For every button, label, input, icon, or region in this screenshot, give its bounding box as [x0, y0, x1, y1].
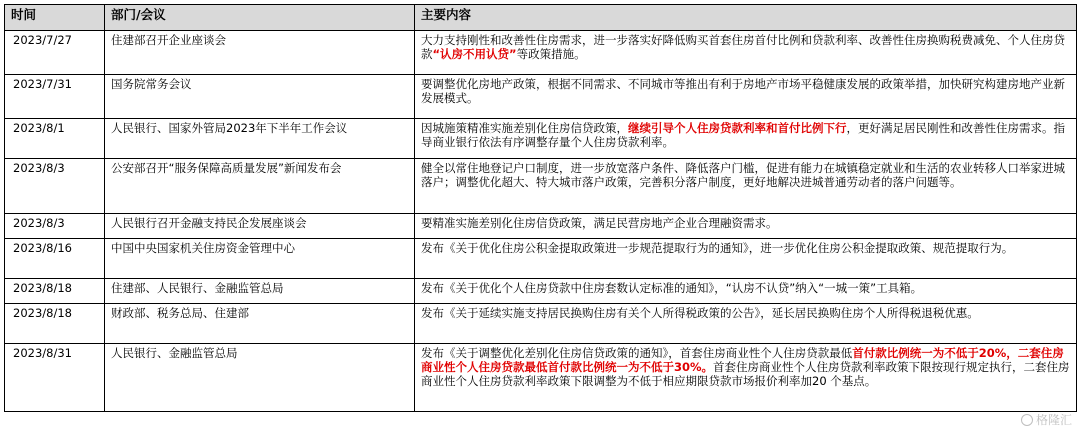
- row-content: [415, 304, 1077, 344]
- row-content: [415, 239, 1077, 279]
- row-dept: 财政部、税务总局、住建部: [105, 304, 415, 344]
- row-content: [415, 31, 1077, 75]
- row-date: 2023/7/27: [5, 31, 105, 75]
- content-text: 发布《关于优化个人住房贷款中住房套数认定标准的通知》，“认房不认贷”纳入“一城一策”工具箱。: [421, 281, 923, 295]
- content-text: 发布《关于延续实施支持居民换购住房有关个人所得税政策的公告》，延长居民换购住房个人所得税退税优惠。: [421, 306, 979, 320]
- row-date: 2023/8/16: [5, 239, 105, 279]
- row-date: 2023/8/3: [5, 159, 105, 214]
- table-row: [5, 344, 1077, 412]
- row-dept: 人民银行召开金融支持民企发展座谈会: [105, 214, 415, 239]
- row-date: 2023/8/18: [5, 304, 105, 344]
- row-dept: 公安部召开“服务保障高质量发展”新闻发布会: [105, 159, 415, 214]
- row-content: [415, 279, 1077, 304]
- content-highlight: 继续引导个人住房贷款利率和首付比例下行: [628, 121, 847, 135]
- content-text: ，更好满足居民刚性和改善性住房需求。指导商业银行依法有序调整存量个人住房贷款利率。: [421, 121, 1065, 149]
- watermark-logo-icon: [1021, 414, 1033, 426]
- row-date: 2023/7/31: [5, 75, 105, 119]
- table-row: [5, 31, 1077, 75]
- table-row: [5, 159, 1077, 214]
- table-row: [5, 214, 1077, 239]
- content-text: 发布《关于优化住房公积金提取政策进一步规范提取行为的通知》，进一步优化住房公积金提取政策、规范提取行为。: [421, 241, 1014, 255]
- row-dept: 人民银行、金融监管总局: [105, 344, 415, 412]
- table-header-row: [5, 5, 1077, 31]
- row-dept: 住建部召开企业座谈会: [105, 31, 415, 75]
- row-content: [415, 214, 1077, 239]
- content-text: 要调整优化房地产政策，根据不同需求、不同城市等推出有利于房地产市场平稳健康发展的政策举措，加快研究构建房地产业新发展模式。: [421, 77, 1065, 105]
- row-date: 2023/8/3: [5, 214, 105, 239]
- content-highlight: “认房不用认贷”: [432, 47, 517, 61]
- content-text: 健全以常住地登记户口制度，进一步放宽落户条件、降低落户门槛，促进有能力在城镇稳定就业和生活的农业转移人口举家进城落户；调整优化超大、特大城市落户政策，完善积分落户制度，更好地解决进城普通劳动者的落户问题等。: [421, 161, 1065, 189]
- watermark-text: 格隆汇: [1035, 413, 1072, 427]
- content-text: 发布《关于调整优化差别化住房信贷政策的通知》，首套住房商业性个人住房贷款最低: [421, 346, 853, 360]
- content-text: 要精准实施差别化住房信贷政策，满足民营房地产企业合理融资需求。: [421, 216, 778, 230]
- row-dept: 国务院常务会议: [105, 75, 415, 119]
- row-content: [415, 159, 1077, 214]
- table-row: [5, 279, 1077, 304]
- content-text: 等政策措施。: [516, 47, 586, 61]
- row-content: [415, 344, 1077, 412]
- content-text: 大力支持刚性和改善性住房需求，进一步落实好降低购买首套住房首付比例和贷款利率、改善性住房换购税费减免、个人住房贷款: [421, 33, 1065, 61]
- content-highlight: 首付款比例统一为不低于20%，二套住房商业性个人住房贷款最低首付款比例统一为不低于30%。: [421, 346, 1064, 374]
- header-content: 主要内容: [415, 5, 1077, 31]
- row-dept: 中国中央国家机关住房资金管理中心: [105, 239, 415, 279]
- content-text: 首套住房商业性个人住房贷款利率政策下限按现行规定执行，二套住房商业性个人住房贷款利率政策下限调整为不低于相应期限贷款市场报价利率加20 个基点。: [421, 360, 1070, 388]
- header-dept: 部门/会议: [105, 5, 415, 31]
- row-date: 2023/8/18: [5, 279, 105, 304]
- table-row: [5, 239, 1077, 279]
- policy-table: [4, 4, 1077, 412]
- table-row: [5, 304, 1077, 344]
- row-content: [415, 75, 1077, 119]
- row-date: 2023/8/1: [5, 119, 105, 159]
- row-content: [415, 119, 1077, 159]
- row-dept: 人民银行、国家外管局2023年下半年工作会议: [105, 119, 415, 159]
- table-row: [5, 75, 1077, 119]
- row-date: 2023/8/31: [5, 344, 105, 412]
- content-text: 因城施策精准实施差别化住房信贷政策，: [421, 121, 628, 135]
- header-date: 时间: [5, 5, 105, 31]
- watermark: [1021, 411, 1072, 428]
- row-dept: 住建部、人民银行、金融监管总局: [105, 279, 415, 304]
- table-row: [5, 119, 1077, 159]
